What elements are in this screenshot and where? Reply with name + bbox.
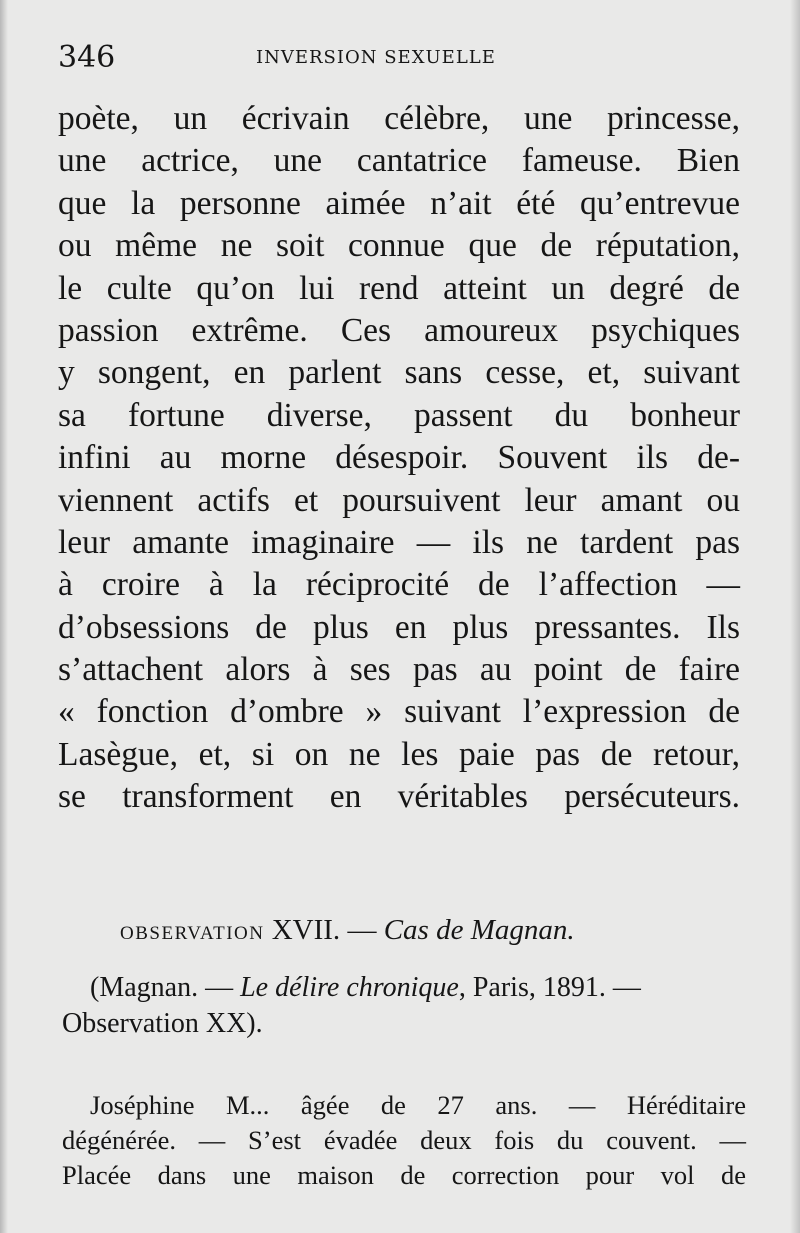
page-gutter-shadow	[0, 0, 8, 1233]
case-line: Joséphine M... âgée de 27 ans. — Héréditaire	[90, 1090, 746, 1120]
page-edge-shadow	[790, 0, 800, 1233]
text-line: s’attachent alors à ses pas au point de faire	[58, 651, 740, 689]
text-line: « fonction d’ombre » suivant l’expression de	[58, 693, 740, 731]
text-line: à croire à la réciprocité de l’affection —	[58, 566, 740, 604]
source-work-title: Le délire chronique	[240, 972, 459, 1003]
observation-heading	[120, 910, 700, 954]
source-rest: , Paris, 1891. —	[458, 972, 641, 1003]
source-citation	[62, 970, 742, 1042]
text-line: poète, un écrivain célèbre, une princesse,	[58, 100, 740, 137]
text-line: une actrice, une cantatrice fameuse. Bien	[58, 142, 740, 180]
observation-dash: —	[347, 914, 377, 946]
source-open: (Magnan. —	[90, 972, 234, 1003]
main-paragraph	[58, 98, 740, 819]
case-paragraph	[62, 1088, 746, 1193]
text-line: leur amante imaginaire — ils ne tardent pas	[58, 523, 740, 561]
observation-label: OBSERVATION	[120, 923, 265, 944]
text-line: se transforment en véritables persécuteurs.	[58, 778, 740, 816]
text-line: viennent actifs et poursuivent leur amant ou	[58, 481, 740, 519]
text-line: y songent, en parlent sans cesse, et, suivant	[58, 354, 740, 392]
text-line: le culte qu’on lui rend atteint un degré de	[58, 269, 740, 307]
text-line: d’obsessions de plus en plus pressantes. Ils	[58, 608, 740, 646]
text-line: infini au morne désespoir. Souvent ils de-	[58, 439, 740, 477]
text-line: que la personne aimée n’ait été qu’entrevue	[58, 184, 740, 222]
observation-number: XVII.	[271, 914, 341, 946]
text-line: ou même ne soit connue que de réputation,	[58, 227, 740, 265]
source-line-1	[62, 970, 742, 1006]
case-line: Placée dans une maison de correction pour vol de	[62, 1160, 746, 1190]
text-line: Lasègue, et, si on ne les paie pas de retour,	[58, 735, 740, 773]
text-line: sa fortune diverse, passent du bonheur	[58, 396, 740, 434]
page-number: 346	[58, 40, 116, 75]
text-line: passion extrême. Ces amoureux psychiques	[58, 311, 740, 349]
page-header	[58, 38, 748, 78]
source-line-2: Observation XX).	[62, 1008, 263, 1039]
case-line: dégénérée. — S’est évadée deux fois du couvent. —	[62, 1125, 746, 1155]
running-head: INVERSION SEXUELLE	[256, 47, 496, 68]
observation-case: Cas de Magnan.	[383, 914, 575, 946]
